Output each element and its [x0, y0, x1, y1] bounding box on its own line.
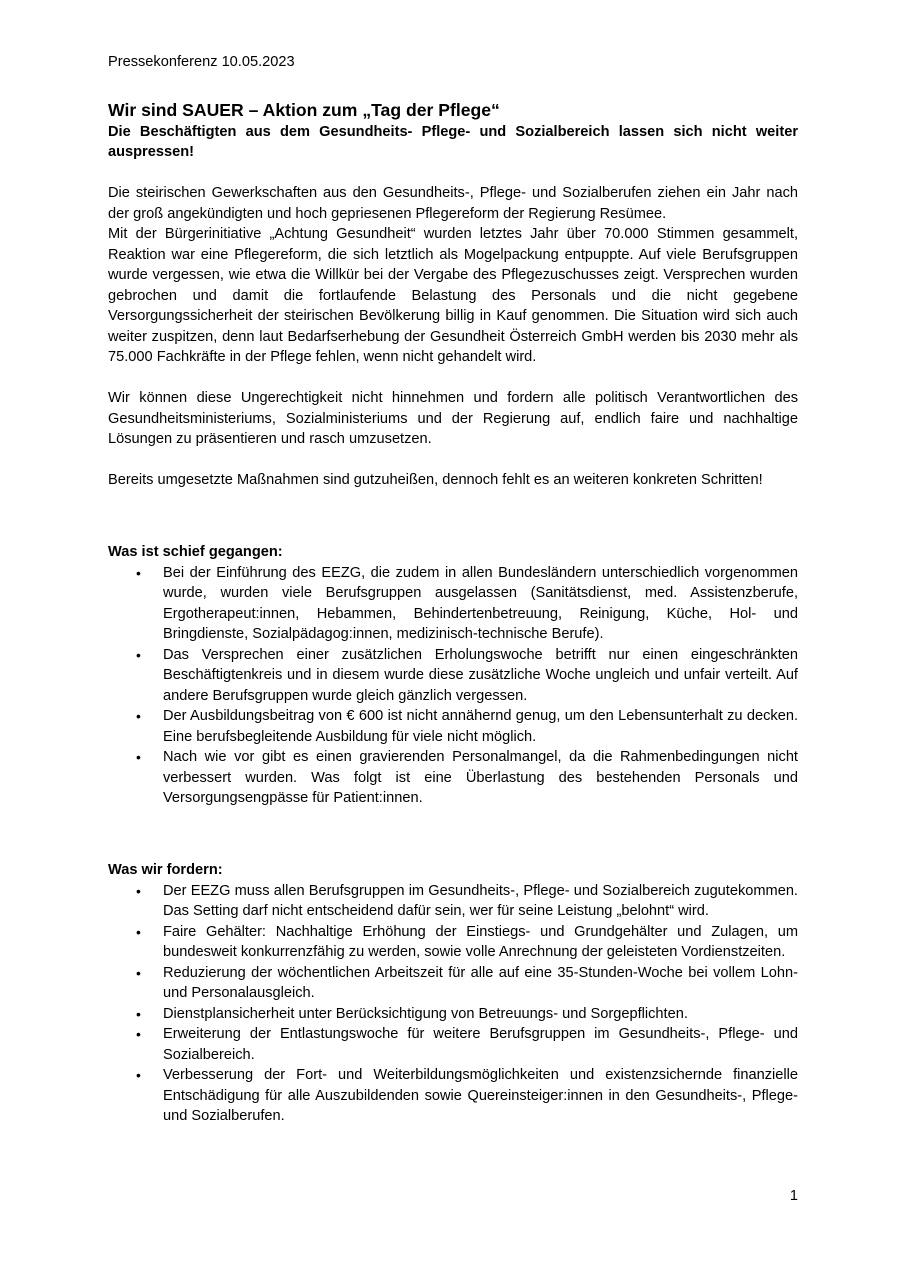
list-item-text: Der EEZG muss allen Berufsgruppen im Gesundheits-, Pflege- und Sozialbereich zugutekommen. Das Setting darf nicht entscheidend dafür sein, wer für seine Leistung „belohnt“ wird. [163, 882, 798, 919]
spacer [108, 840, 798, 861]
bullet-icon: • [136, 923, 141, 940]
spacer [108, 809, 798, 840]
list-item-text: Der Ausbildungsbeitrag von € 600 ist nicht annähernd genug, um den Lebensunterhalt zu decken. Eine berufsbegleitende Ausbildung für viele nicht möglich. [163, 708, 798, 745]
bullet-icon: • [136, 1067, 141, 1083]
list-item [108, 963, 798, 1004]
bullet-icon: • [136, 1026, 141, 1042]
bullet-icon: • [136, 749, 141, 765]
list-item [108, 1024, 798, 1065]
list-item [108, 563, 798, 645]
problems-heading: Was ist schief gegangen: [108, 544, 283, 560]
intro-paragraph: Die steirischen Gewerkschaften aus den Gesundheits-, Pflege- und Sozialberufen ziehen ein Jahr nach der groß angekündigten und hoch gepriesenen Pflegereform der Regierung Resümee. [108, 185, 798, 222]
document-title: Wir sind SAUER – Aktion zum „Tag der Pflege“ [108, 99, 500, 120]
list-item-text: Verbesserung der Fort- und Weiterbildungsmöglichkeiten und existenzsichernde finanzielle Entschädigung für alle Auszubildenden sowie Quereinsteiger:innen in den Gesundheits-, Pflege- und Sozialberufen. [163, 1067, 798, 1124]
initiative-paragraph: Mit der Bürgerinitiative „Achtung Gesundheit“ wurden letztes Jahr über 70.000 Stimmen gesammelt, Reaktion war eine Pflegereform, die sich letztlich als Mogelpackung entpuppte. Auf viele Berufsgruppen wurde vergessen, wie etwa die Willkür bei der Vergabe des Pflegezuschusses zeigt. Versprechen wurden gebrochen und damit die fortlaufende Belastung des Personals und die nicht gegebene Versorgungssicherheit der steirischen Bevölkerung billig in Kauf genommen. Die Situation wird sich auch weiter zuspitzen, denn laut Bedarfserhebung der Gesundheit Österreich GmbH werden bis 2030 mehr als 75.000 Fachkräfte in der Pflege fehlen, wenn nicht gehandelt wird. [108, 226, 798, 365]
bullet-icon: • [136, 646, 141, 663]
bullet-icon: • [136, 708, 141, 724]
spacer [108, 163, 798, 184]
bullet-icon: • [136, 964, 141, 981]
spacer [108, 450, 798, 471]
demands-list [108, 881, 798, 1127]
list-item-text: Das Versprechen einer zusätzlichen Erholungswoche betrifft nur einen eingeschränkten Beschäftigtenkreis und in diesem wurde diese zusätzliche Woche ungleich und unfair verteilt. Auf andere Berufsgruppen wurde gleich gänzlich vergessen. [163, 646, 798, 704]
list-item [108, 747, 798, 809]
list-item [108, 1065, 798, 1127]
list-item-text: Erweiterung der Entlastungswoche für weitere Berufsgruppen im Gesundheits-, Pflege- und Sozialbereich. [163, 1026, 798, 1063]
list-item-text: Dienstplansicherheit unter Berücksichtigung von Betreuungs- und Sorgepflichten. [163, 1005, 688, 1022]
list-item-text: Reduzierung der wöchentlichen Arbeitszeit für alle auf eine 35-Stunden-Woche bei vollem Lohn- und Personalausgleich. [163, 964, 798, 1001]
list-item [108, 881, 798, 922]
bullet-icon: • [136, 564, 141, 581]
spacer [108, 368, 798, 389]
bullet-icon: • [136, 882, 141, 899]
list-item-text: Nach wie vor gibt es einen gravierenden Personalmangel, da die Rahmenbedingungen nicht verbessert wurden. Was folgt ist eine Überlastung des bestehenden Personals und Versorgungsengpässe für Patient:innen. [163, 749, 798, 806]
page-number: 1 [789, 1188, 798, 1204]
document-header: Pressekonferenz 10.05.2023 [108, 54, 295, 70]
list-item-text: Faire Gehälter: Nachhaltige Erhöhung der Einstiegs- und Grundgehälter und Zulagen, um bundesweit konkurrenzfähig zu werden, sowie volle Anrechnung der geleisteten Vordienstzeiten. [163, 923, 798, 960]
bullet-icon: • [136, 1005, 141, 1022]
list-item [108, 922, 798, 963]
demands-heading: Was wir fordern: [108, 862, 223, 878]
spacer [108, 522, 798, 543]
list-item [108, 1004, 798, 1025]
list-item-text: Bei der Einführung des EEZG, die zudem in allen Bundesländern unterschiedlich vorgenommen wurde, wurden viele Berufsgruppen ausgelassen (Sanitätsdienst, med. Assistenzberufe, Ergotherapeut:innen, Hebammen, Behindertenbetreuung, Reinigung, Küche, Hol- und Bringdienste, Sozialpädagog:innen, medizinisch-technische Berufe). [163, 564, 798, 642]
document-subtitle: Die Beschäftigten aus dem Gesundheits- Pflege- und Sozialbereich lassen sich nicht weiter auspressen! [108, 123, 798, 160]
document-page [108, 52, 798, 1127]
list-item [108, 706, 798, 747]
spacer [108, 491, 798, 522]
problems-list [108, 563, 798, 809]
measures-paragraph: Bereits umgesetzte Maßnahmen sind gutzuheißen, dennoch fehlt es an weiteren konkreten Schritten! [108, 472, 763, 488]
demand-paragraph: Wir können diese Ungerechtigkeit nicht hinnehmen und fordern alle politisch Verantwortlichen des Gesundheitsministeriums, Sozialministeriums und der Regierung auf, endlich faire und nachhaltige Lösungen zu präsentieren und rasch umzusetzen. [108, 390, 798, 447]
list-item [108, 645, 798, 707]
